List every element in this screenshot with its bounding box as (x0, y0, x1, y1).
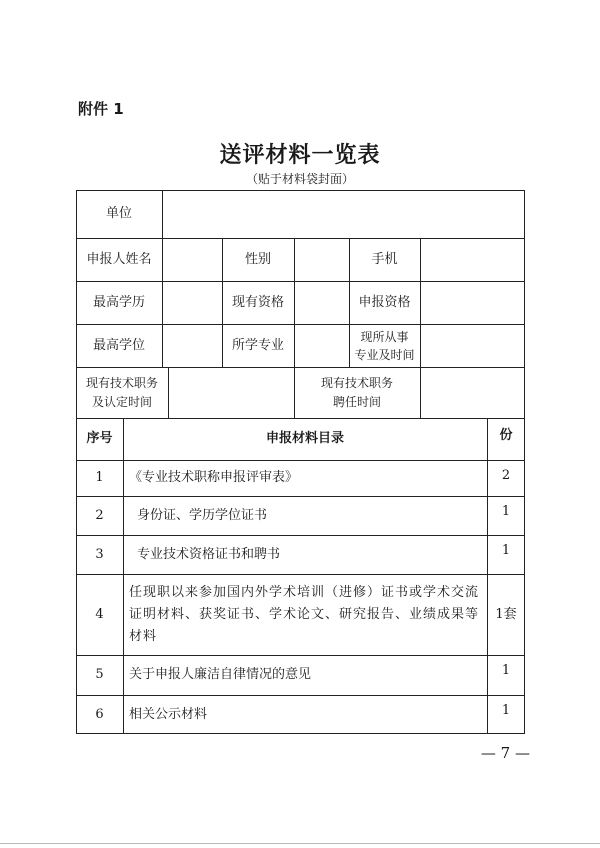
major-studied-value[interactable] (294, 324, 349, 367)
row-4-item: 任现职以来参加国内外学术培训（进修）证书或学术交流证明材料、获奖证书、学术论文、研究报告、业绩成果等材料 (129, 584, 480, 644)
row-3-index: 3 (95, 546, 104, 562)
tech-title-label-line2: 及认定时间 (91, 394, 152, 409)
current-specialty-label-line2: 专业及时间 (354, 347, 415, 362)
tech-hire-label-line1: 现有技术职务 (320, 375, 393, 390)
header-copies: 份 (499, 428, 513, 443)
phone-value[interactable] (420, 238, 525, 281)
row-5-item: 关于申报人廉洁自律情况的意见 (129, 667, 312, 682)
attachment-label: 附件 1 (78, 100, 124, 118)
row-1-index: 1 (95, 470, 104, 485)
highest-degree-label: 最高学位 (92, 337, 145, 353)
current-qualification-label: 现有资格 (231, 294, 284, 310)
current-specialty-value[interactable] (420, 324, 525, 367)
major-studied-label: 所学专业 (231, 337, 284, 353)
row-6-item: 相关公示材料 (129, 706, 208, 722)
row-4-index: 4 (95, 606, 104, 622)
tech-title-label (76, 367, 168, 418)
header-index: 序号 (86, 431, 113, 446)
tech-hire-label-line2: 聘任时间 (332, 394, 381, 409)
row-3-item: 专业技术资格证书和聘书 (137, 546, 281, 562)
current-qualification-value[interactable] (294, 281, 349, 324)
row-6-index: 6 (95, 706, 104, 722)
row-2-index: 2 (95, 507, 104, 523)
tech-title-value[interactable] (168, 367, 294, 418)
row-4-copies: 1套 (495, 606, 517, 622)
page-title: 送评材料一览表 (219, 142, 381, 168)
gender-value[interactable] (294, 238, 349, 281)
header-catalog: 申报材料目录 (265, 431, 344, 446)
applicant-name-label: 申报人姓名 (86, 251, 152, 267)
applicant-name-value[interactable] (162, 238, 222, 281)
row-3-copies: 1 (501, 543, 511, 558)
highest-degree-value[interactable] (162, 324, 222, 367)
row-5-copies: 1 (501, 663, 511, 678)
row-5-index: 5 (95, 667, 104, 682)
row-1-copies: 2 (501, 468, 511, 483)
row-2-item: 身份证、学历学位证书 (137, 507, 268, 523)
tech-hire-label (294, 367, 420, 418)
unit-label: 单位 (105, 206, 132, 221)
applied-qualification-value[interactable] (420, 281, 525, 324)
gender-label: 性别 (244, 251, 271, 267)
phone-label: 手机 (371, 251, 398, 267)
scan-edge-divider (0, 843, 600, 844)
applied-qualification-label: 申报资格 (358, 294, 411, 310)
highest-education-value[interactable] (162, 281, 222, 324)
highest-education-label: 最高学历 (92, 294, 145, 310)
current-specialty-label (349, 324, 420, 367)
page-number: — 7 — (480, 744, 530, 762)
row-6-copies: 1 (501, 703, 511, 718)
tech-hire-value[interactable] (420, 367, 525, 418)
current-specialty-label-line1: 现所从事 (360, 329, 409, 344)
row-1-item: 《专业技术职称申报评审表》 (129, 470, 299, 485)
tech-title-label-line1: 现有技术职务 (85, 375, 158, 390)
unit-value[interactable] (162, 190, 525, 238)
page-subtitle: （贴于材料袋封面） (245, 172, 354, 186)
row-2-copies: 1 (501, 504, 511, 519)
